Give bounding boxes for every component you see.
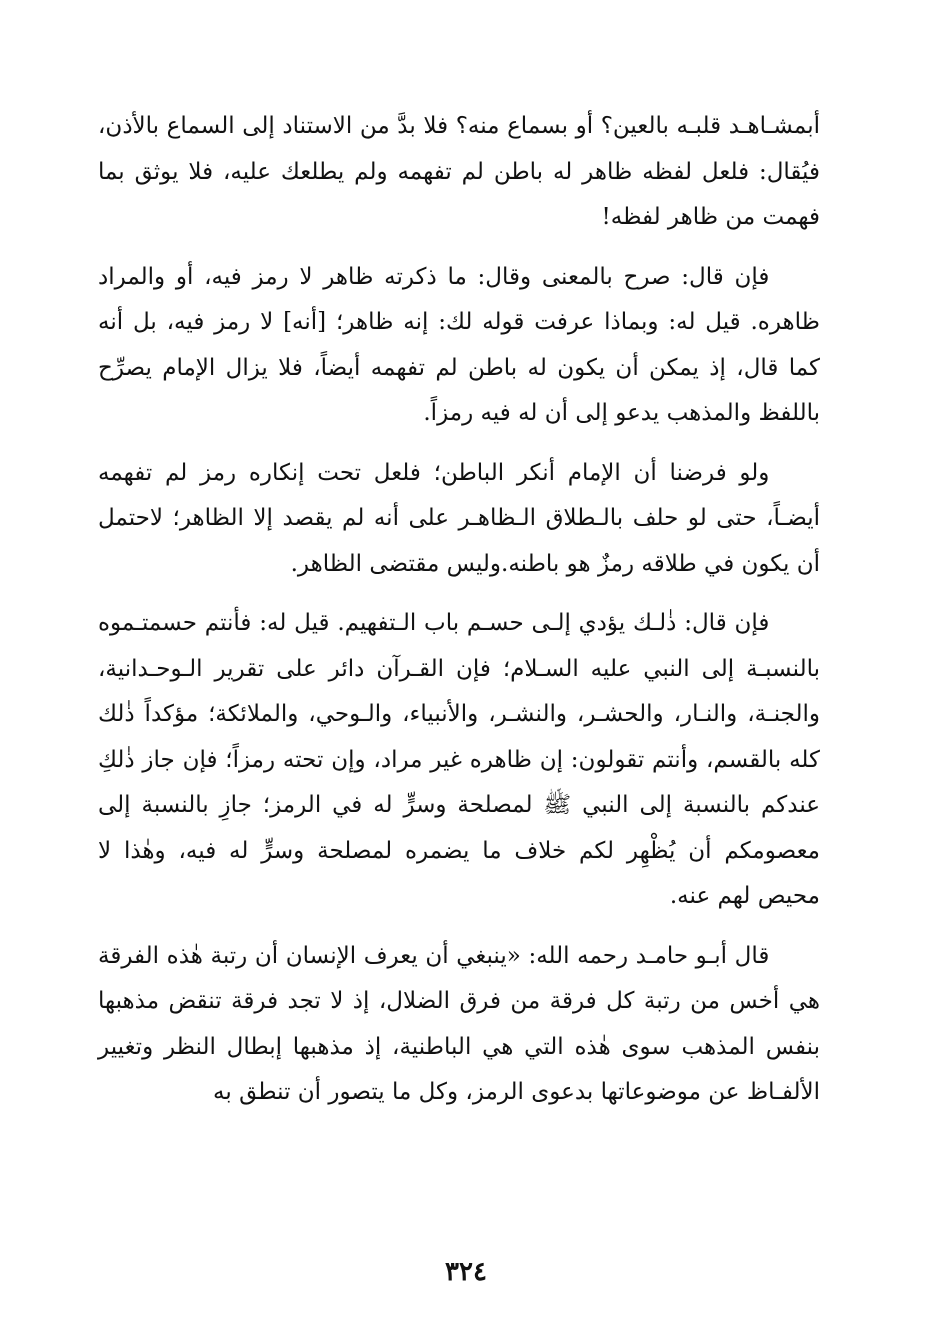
paragraph-3: ولو فرضنا أن الإمام أنكر الباطن؛ فلعل تحت إنكاره رمز لم تفهمه أيضـاً، حتى لو حلف بالـطلاق الـظاهـر على أنه لم يقصد إلا الظاهر؛ لاحتمل أن يكون في طلاقه رمزٌ هو باطنه.وليس مقتضى الظاهر. xyxy=(98,459,820,577)
paragraph-1: أبمشـاهـد قلبـه بالعين؟ أو بسماع منه؟ فلا بدَّ من الاستناد إلى السماع بالأذن، فيُقال: فلعل لفظه ظاهر له باطن لم تفهمه ولم يطلعك عليه، فلا يوثق بما فهمت من ظاهر لفظه! xyxy=(98,113,820,230)
paragraph-5: قال أبـو حامـد رحمه الله: «ينبغي أن يعرف الإنسان أن رتبة هٰذه الفرقة هي أخس من رتبة كل فرقة من فرق الضلال، إذ لا تجد فرقة تنقض مذهبها بنفس المذهب سوى هٰذه التي هي الباطنية، إذ مذهبها إبطال النظر وتغيير الألفـاظ عن موضوعاتها بدعوى الرمز، وكل ما يتصور أن تنطق به xyxy=(98,942,820,1105)
paragraph-4: فإن قال: ذٰلـك يؤدي إلـى حسـم باب الـتفهيم. قيل له: فأنتم حسمتـموه بالنسبـة إلى النبي عليه السـلام؛ فإن القـرآن دائر على تقرير الـوحـدانية، والجنـة، والنـار، والحشـر، والنشـر، والأنبياء، والـوحي، والملائكة؛ مؤكداً ذٰلك كله بالقسم، وأنتم تقولون: إن ظاهره غير مراد، وإن تحته رمزاً؛ فإن جاز ذٰلكِ عندكم بالنسبة إلى النبي ﷺ لمصلحة وسرٍّ له في الرمز؛ جازِ بالنسبة إلى معصومكم أن يُظْهِر لكم خلاف ما يضمره لمصلحة وسرٍّ له فيه، وهٰذا لا محيص لهم عنه. xyxy=(98,610,820,909)
paragraph-2: فإن قال: صرح بالمعنى وقال: ما ذكرته ظاهر لا رمز فيه، أو والمراد ظاهره. قيل له: وبماذا عرفت قوله لك: إنه ظاهر؛ [أنه] لا رمز فيه، بل أنه كما قال، إذ يمكن أن يكون له باطن لم تفهمه أيضاً، فلا يزال الإمام يصرِّح باللفظ والمذهب يدعو إلى أن له فيه رمزاً. xyxy=(98,263,820,426)
body-text xyxy=(98,104,820,1116)
page-number: ٣٢٤ xyxy=(445,1257,487,1287)
